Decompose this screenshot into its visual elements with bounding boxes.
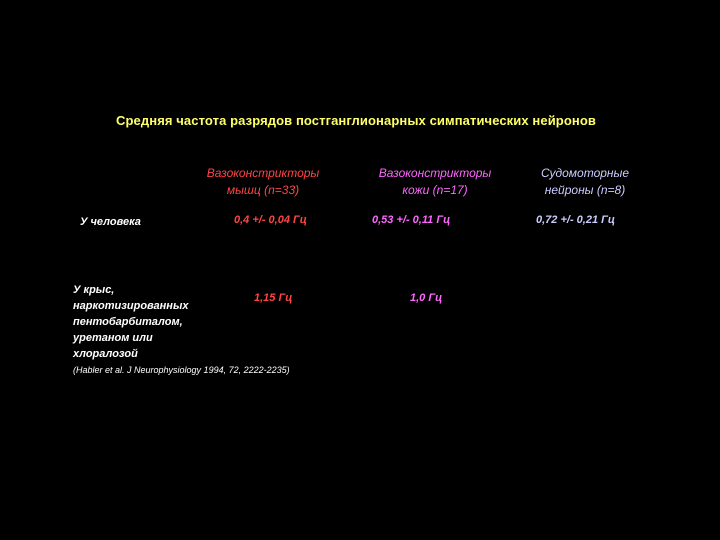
row-label-line: уретаном или bbox=[73, 332, 153, 344]
column-header-muscle-vasoconstrictors bbox=[183, 165, 343, 199]
row-label-line: У крыс, bbox=[73, 284, 115, 296]
column-header-sudomotor-neurons bbox=[510, 165, 660, 199]
column-header-line: кожи (n=17) bbox=[402, 183, 468, 197]
column-header-line: Вазоконстрикторы bbox=[378, 166, 492, 180]
value-human-sudomotor: 0,72 +/- 0,21 Гц bbox=[536, 214, 615, 226]
value-rat-skin: 1,0 Гц bbox=[410, 292, 443, 304]
value-human-muscle: 0,4 +/- 0,04 Гц bbox=[234, 214, 307, 226]
slide-title: Средняя частота разрядов постганглионарных симпатических нейронов bbox=[116, 113, 596, 128]
row-label-line: пентобарбиталом, bbox=[73, 316, 183, 328]
row-label-line: У человека bbox=[80, 216, 141, 228]
column-header-skin-vasoconstrictors bbox=[355, 165, 515, 199]
row-label-rat bbox=[73, 282, 233, 362]
value-human-skin: 0,53 +/- 0,11 Гц bbox=[372, 214, 451, 226]
column-header-line: мышц (n=33) bbox=[226, 183, 300, 197]
column-header-line: Судомоторные bbox=[540, 166, 630, 180]
column-header-line: нейроны (n=8) bbox=[544, 183, 626, 197]
row-label-line: наркотизированных bbox=[73, 300, 189, 312]
row-label-human bbox=[80, 214, 141, 230]
reference-citation: (Habler et al. J Neurophysiology 1994, 72, 2222-2235) bbox=[73, 365, 290, 375]
value-rat-muscle: 1,15 Гц bbox=[254, 292, 293, 304]
column-header-line: Вазоконстрикторы bbox=[206, 166, 320, 180]
row-label-line: хлоралозой bbox=[73, 348, 138, 360]
